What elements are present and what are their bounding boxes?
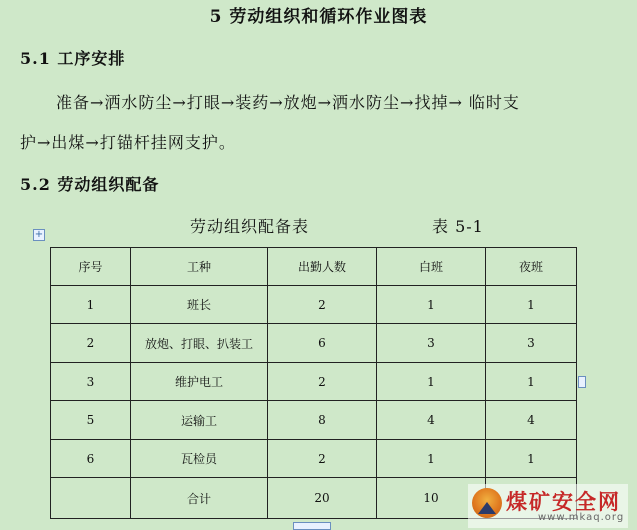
section-heading-5-1: 5.1 工序安排 xyxy=(20,49,126,68)
table-cell: 6 xyxy=(268,324,377,362)
table-cell: 2 xyxy=(268,362,377,400)
table-cell: 5 xyxy=(51,401,131,439)
header-cell: 序号 xyxy=(51,248,131,286)
labor-table xyxy=(50,247,577,519)
table-cell: 1 xyxy=(377,286,486,324)
table-cell: 4 xyxy=(486,401,577,439)
table-cell: 放炮、打眼、扒装工 xyxy=(131,324,268,362)
watermark-url: www.mkaq.org xyxy=(538,512,625,523)
table-cell: 4 xyxy=(377,401,486,439)
process-text-line2: 护→出煤→打锚杆挂网支护。 xyxy=(20,133,236,152)
table-cell: 瓦检员 xyxy=(131,439,268,477)
table-cell: 10 xyxy=(377,478,486,519)
table-cell: 3 xyxy=(486,324,577,362)
table-cell: 6 xyxy=(51,439,131,477)
table-move-handle-icon[interactable]: + xyxy=(34,229,44,240)
table-caption: 劳动组织配备表 xyxy=(190,217,310,236)
process-text-line1: 准备→洒水防尘→打眼→装药→放炮→洒水防尘→找掉→ 临时支 xyxy=(56,93,520,112)
watermark xyxy=(468,484,628,528)
table-cell: 1 xyxy=(51,286,131,324)
table-cell: 1 xyxy=(486,286,577,324)
table-resize-right-handle[interactable] xyxy=(578,376,586,388)
document-title: 5 劳动组织和循环作业图表 xyxy=(209,7,428,27)
table-row xyxy=(51,324,577,362)
table-cell: 班长 xyxy=(131,286,268,324)
header-cell: 工种 xyxy=(131,248,268,286)
watermark-logo-icon xyxy=(472,488,502,518)
table-cell: 20 xyxy=(268,478,377,519)
table-cell: 2 xyxy=(268,286,377,324)
table-number: 表 5-1 xyxy=(432,217,484,236)
table-cell: 8 xyxy=(268,401,377,439)
table-cell: 维护电工 xyxy=(131,362,268,400)
table-cell: 1 xyxy=(486,439,577,477)
table-cell: 2 xyxy=(268,439,377,477)
table-header-row xyxy=(51,248,577,286)
table-cell: 3 xyxy=(377,324,486,362)
table-row xyxy=(51,286,577,324)
table-cell: 3 xyxy=(51,362,131,400)
table-row xyxy=(51,439,577,477)
table-cell: 合计 xyxy=(131,478,268,519)
watermark-text: 煤矿安全网 xyxy=(506,489,621,514)
table-cell: 1 xyxy=(377,439,486,477)
table-row xyxy=(51,401,577,439)
section-heading-5-2: 5.2 劳动组织配备 xyxy=(20,175,160,194)
table-cell: 运输工 xyxy=(131,401,268,439)
table-row xyxy=(51,362,577,400)
table-cell: 1 xyxy=(486,362,577,400)
table-cell: 1 xyxy=(377,362,486,400)
header-cell: 出勤人数 xyxy=(268,248,377,286)
table-resize-bottom-handle[interactable] xyxy=(293,522,331,530)
table-cell: 2 xyxy=(51,324,131,362)
header-cell: 白班 xyxy=(377,248,486,286)
header-cell: 夜班 xyxy=(486,248,577,286)
table-cell xyxy=(51,478,131,519)
